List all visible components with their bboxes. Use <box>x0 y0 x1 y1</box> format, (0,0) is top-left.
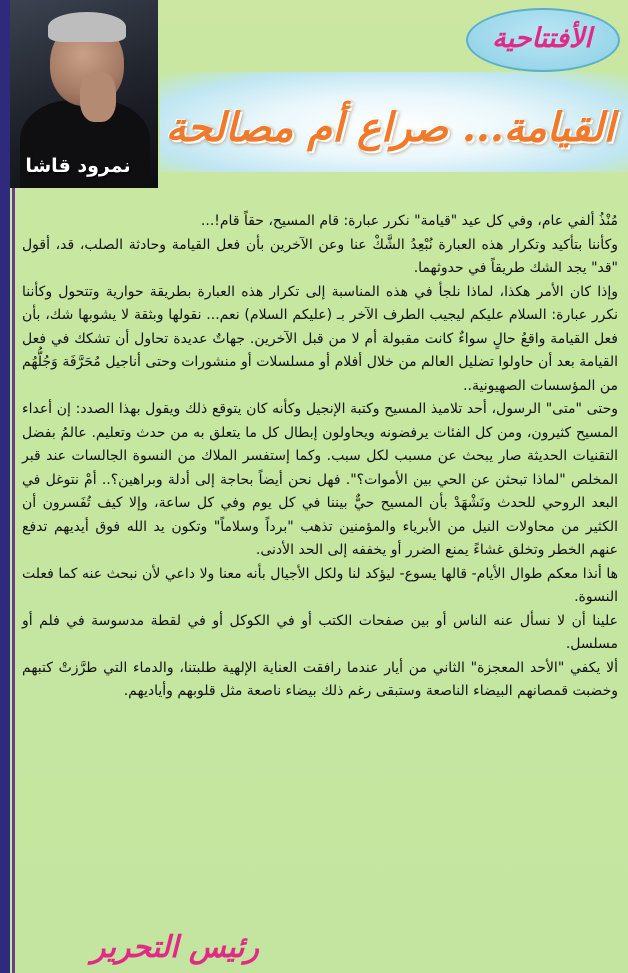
article-paragraph: وإذا كان الأمر هكذا، لماذا نلجأ في هذه المناسبة إلى تكرار هذه العبارة بطريقة حوارية وتتحول وكأننا نكرر عبارة: السلام عليكم ليجيب الطرف الآخر بـ (عليكم السلام) نعم... نقولها وبثقة لا يشوبها شك، بأن فعل القيامة واقعُ حالٍ سواءٌ كانت مقبولة أم لا من قبل الآخرين. جهاتٌ عديدة تحاول أن تشكك في فعل القيامة بعد أن حاولوا تضليل العالم من خلال أفلام أو مسلسلات أو منشورات وحتى أناجيل مُحَرَّفَة وَجُلُّهُم من المؤسسات الصهيونية.. <box>22 283 618 394</box>
editor-signature: رئيس التحرير <box>91 930 259 965</box>
left-accent-strip <box>0 0 10 973</box>
article-paragraph: وحتى "متى" الرسول، أحد تلاميذ المسيح وكتبة الإنجيل وكأنه كان يتوقع ذلك ويقول بهذا الصدد: إن أعداء المسيح كثيرون، ومن كل الفئات يرفضونه ويحاولون إبطال كل ما يتعلق به من حدث وتعليم. عالمُ بفضل التقنيات الحديثة صار يبحث عن مسبب لكل سبب. وكما إستفسر الملاك من النسوة الجالسات عند قبر المخلص "لماذا تبحثن عن الحي بين الأموات؟". فهل نحن أيضاً بحاجة إلى أدلة وبراهين؟.. أمْ نتوغل في البعد الروحي للحدث ونَشْهَدْ بأن المسيح حيٌّ بيننا في كل يوم وفي كل ساعة، وإلا كيف تُفَسرون أن الكثير من محاولات النيل من الأبرياء والمؤمنين تذهب "برداً وسلاماً" وتكون يد الله فوق أيديهم تدفع عنهم الخطر وتخلق غشاءً يمنع الضرر أو يخففه إلى الحد الأدنى. <box>22 401 618 558</box>
article-paragraph: علينا أن لا نسأل عنه الناس أو بين صفحات الكتب أو في الكوكل أو في لقطة مدسوسة في فلم أو مسلسل. <box>22 612 618 652</box>
author-photo-hair <box>48 12 126 42</box>
author-name: نمرود قاشا <box>25 155 131 177</box>
article-body <box>22 210 618 922</box>
article-paragraph: وكأننا بتأكيد وتكرار هذه العبارة نُبْعِدُ الشَّكْ عنا وعن الآخرين بأن فعل القيامة وحادثة الصلب، قد، أقول "قد" يجد الشك طريقاً في حدوثهما. <box>22 236 618 276</box>
article-paragraph: ها أنذا معكم طوال الأيام- قالها يسوع- ليؤكد لنا ولكل الأجيال بأنه معنا ولا داعي لأن نبحث عنه كما فعلت النسوة. <box>22 565 618 605</box>
left-accent-line <box>12 188 15 973</box>
section-badge-label: الأفتتاحية <box>492 23 592 54</box>
article-paragraph: ألا يكفي "الأحد المعجزة" الثاني من أيار عندما رافقت العناية الإلهية طلبتنا، والدماء التي طرَّزتْ كتبهم وخضبت قمصانهم البيضاء الناصعة وستبقى رغم ذلك بيضاء ناصعة مثل قلوبهم وأياديهم. <box>22 659 618 699</box>
author-photo-hand <box>80 72 116 122</box>
article-headline: القيامة... صراع أم مصالحة <box>165 104 615 151</box>
article-paragraph: مُنْذُ ألفي عام، وفي كل عيد "قيامة" نكرر عبارة: قام المسيح، حقاً قام!... <box>200 213 618 229</box>
